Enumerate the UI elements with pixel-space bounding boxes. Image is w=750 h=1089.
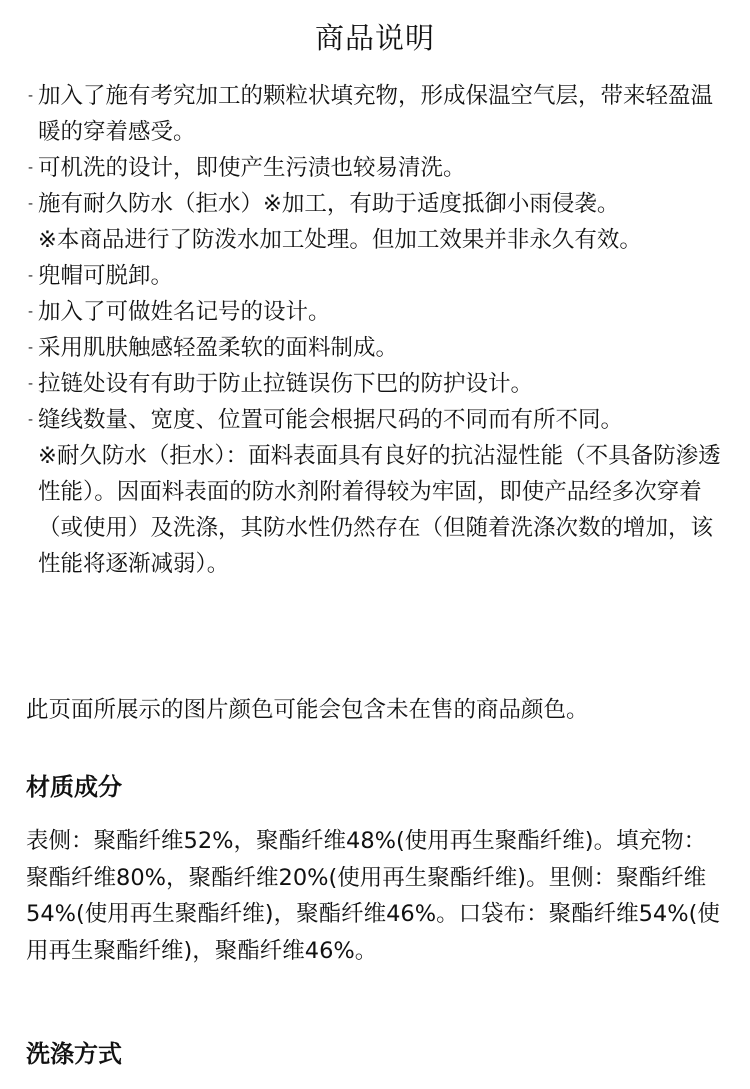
description-item-text: 加入了施有考究加工的颗粒状填充物，形成保温空气层，带来轻盈温暖的穿着感受。 [38, 83, 714, 145]
description-item [28, 402, 728, 438]
description-item [28, 150, 728, 186]
description-item-text: 施有耐久防水（拒水）※加工，有助于适度抵御小雨侵袭。 [38, 191, 620, 217]
bullet-dash: - [28, 412, 34, 428]
color-notice: 此页面所展示的图片颜色可能会包含未在售的商品颜色。 [26, 697, 589, 723]
bullet-dash: - [28, 160, 34, 176]
description-item-text: 可机洗的设计，即使产生污渍也较易清洗。 [38, 155, 466, 181]
material-heading: 材质成分 [26, 773, 122, 801]
description-note: ※耐久防水（拒水）：面料表面具有良好的抗沾湿性能（不具备防渗透性能）。因面料表面的防水剂附着得较为牢固，即使产品经多次穿着（或使用）及洗涤，其防水性仍然存在（但随着洗涤次数的增加，该性能将逐渐减弱）。 [38, 443, 721, 577]
description-item-text: 拉链处设有有助于防止拉链误伤下巴的防护设计。 [38, 371, 534, 397]
description-item [28, 78, 728, 150]
bullet-dash: - [28, 88, 34, 104]
bullet-dash: - [28, 196, 34, 212]
description-item [28, 258, 728, 294]
description-item [28, 294, 728, 330]
material-composition-text: 表侧：聚酯纤维52%，聚酯纤维48%(使用再生聚酯纤维)。填充物：聚酯纤维80%，聚酯纤维20%(使用再生聚酯纤维)。里侧：聚酯纤维54%(使用再生聚酯纤维)，聚酯纤维46%。口袋布：聚酯纤维54%(使用再生聚酯纤维)，聚酯纤维46%。 [26, 828, 720, 964]
washing-heading: 洗涤方式 [26, 1040, 122, 1068]
bullet-dash: - [28, 304, 34, 320]
bullet-dash: - [28, 268, 34, 284]
description-item [28, 330, 728, 366]
page-title: 商品说明 [314, 21, 435, 55]
description-note: ※本商品进行了防泼水加工处理。但加工效果并非永久有效。 [38, 227, 642, 253]
description-item-text: 缝线数量、宽度、位置可能会根据尺码的不同而有所不同。 [38, 407, 624, 433]
description-item-text: 采用肌肤触感轻盈柔软的面料制成。 [38, 335, 399, 361]
description-item-text: 兜帽可脱卸。 [38, 263, 174, 289]
product-description-list [28, 78, 728, 582]
description-item-text: 加入了可做姓名记号的设计。 [38, 299, 331, 325]
bullet-dash: - [28, 340, 34, 356]
bullet-dash: - [28, 376, 34, 392]
description-item [28, 186, 728, 222]
description-item [28, 366, 728, 402]
